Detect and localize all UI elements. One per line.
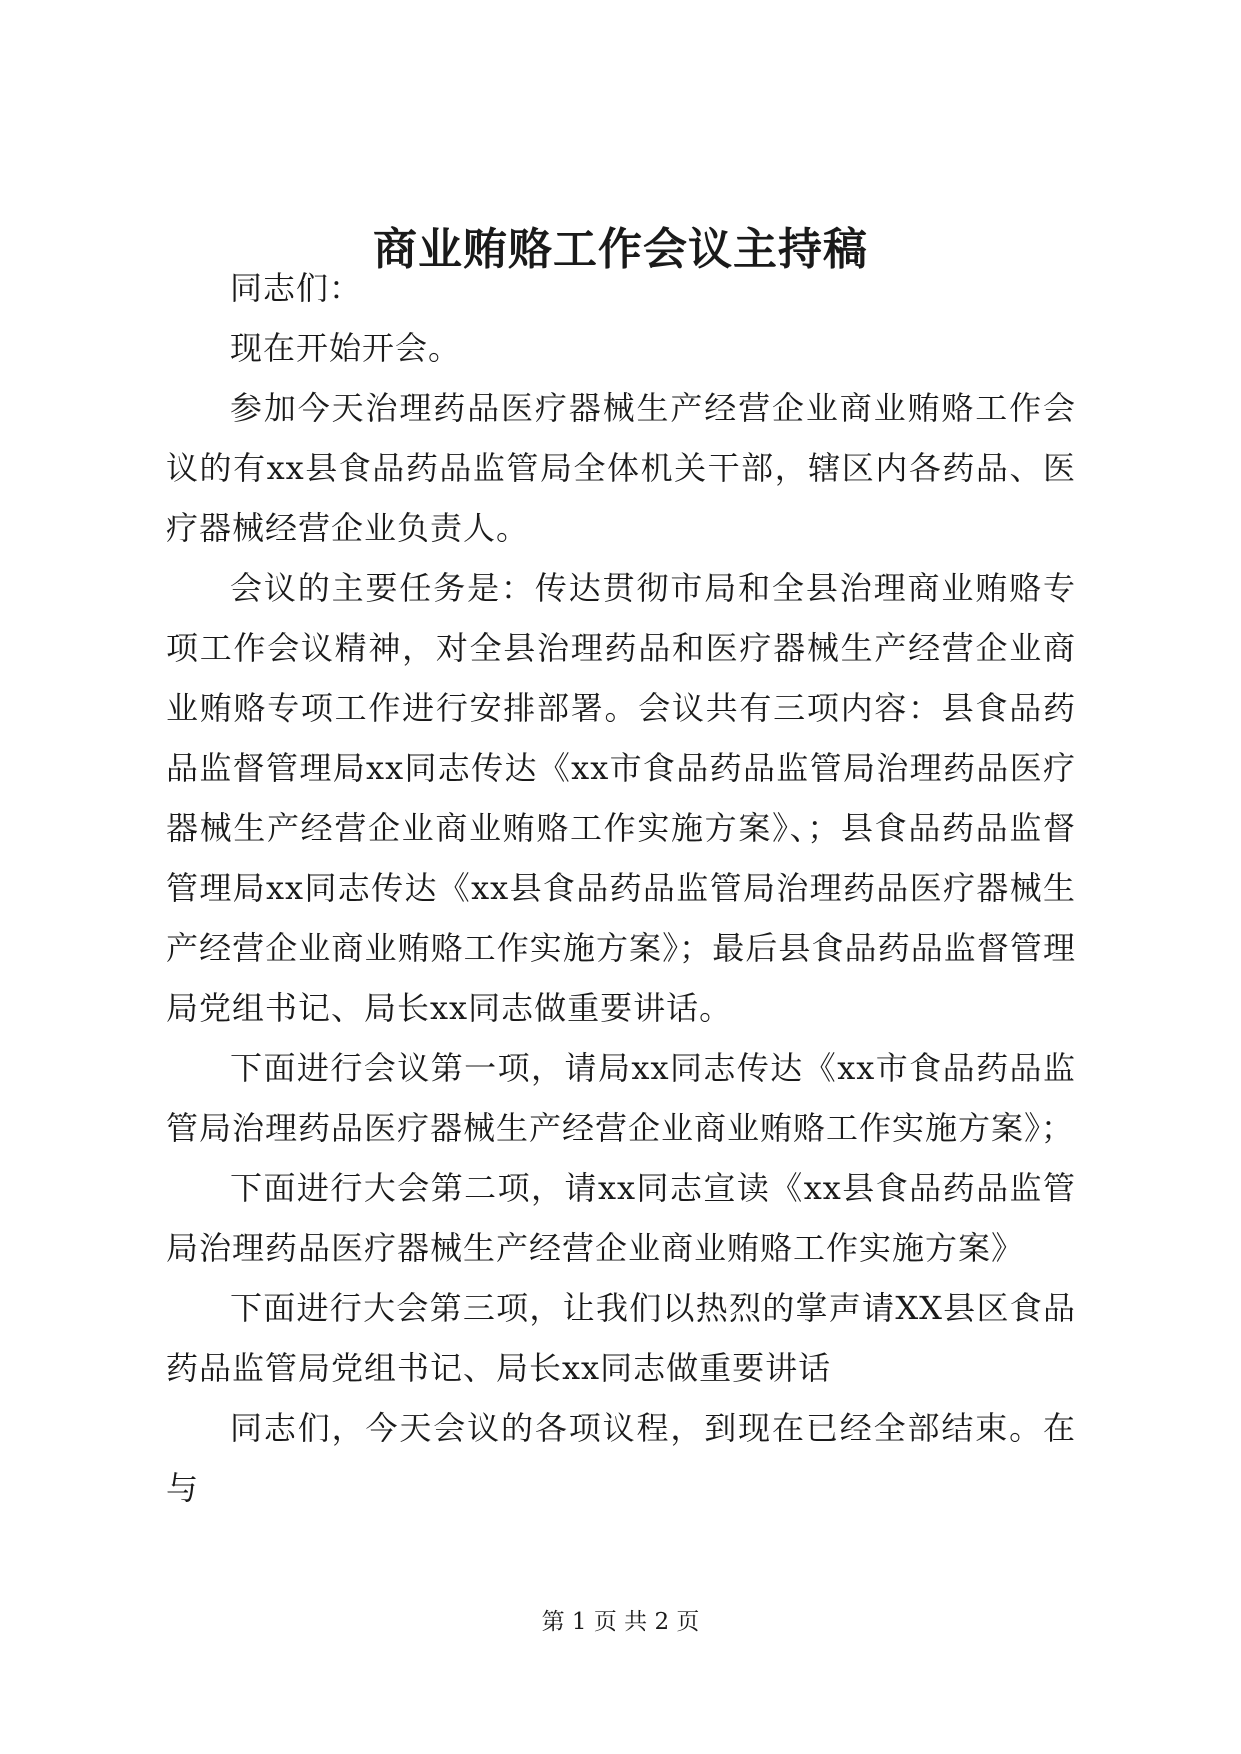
paragraph-item-three: 下面进行大会第三项，让我们以热烈的掌声请XX县区食品药品监管局党组书记、局长xx同志做重要讲话	[166, 1289, 1076, 1387]
paragraph-item-two: 下面进行大会第二项，请xx同志宣读《xx县食品药品监管局治理药品医疗器械生产经营企业商业贿赂工作实施方案》	[166, 1169, 1076, 1267]
paragraph-attendees: 参加今天治理药品医疗器械生产经营企业商业贿赂工作会议的有xx县食品药品监管局全体机关干部，辖区内各药品、医疗器械经营企业负责人。	[166, 389, 1076, 547]
paragraph-closing: 同志们，今天会议的各项议程，到现在已经全部结束。在与	[166, 1409, 1076, 1507]
paragraph-main-tasks: 会议的主要任务是：传达贯彻市局和全县治理商业贿赂专项工作会议精神，对全县治理药品和医疗器械生产经营企业商业贿赂专项工作进行安排部署。会议共有三项内容：县食品药品监督管理局xx同志传达《xx市食品药品监管局治理药品医疗器械生产经营企业商业贿赂工作实施方案》、；县食品药品监督管理局xx同志传达《xx县食品药品监管局治理药品医疗器械生产经营企业商业贿赂工作实施方案》；最后县食品药品监督管理局党组书记、局长xx同志做重要讲话。	[166, 569, 1076, 1027]
paragraph-opening: 现在开始开会。	[230, 329, 462, 367]
paragraph-greeting: 同志们：	[230, 269, 363, 307]
document-body	[166, 258, 1076, 1518]
paragraph-item-one: 下面进行会议第一项，请局xx同志传达《xx市食品药品监管局治理药品医疗器械生产经营企业商业贿赂工作实施方案》；	[166, 1049, 1076, 1147]
document-title: 商业贿赂工作会议主持稿	[373, 224, 868, 275]
page-number-footer: 第 1 页 共 2 页	[541, 1609, 700, 1635]
